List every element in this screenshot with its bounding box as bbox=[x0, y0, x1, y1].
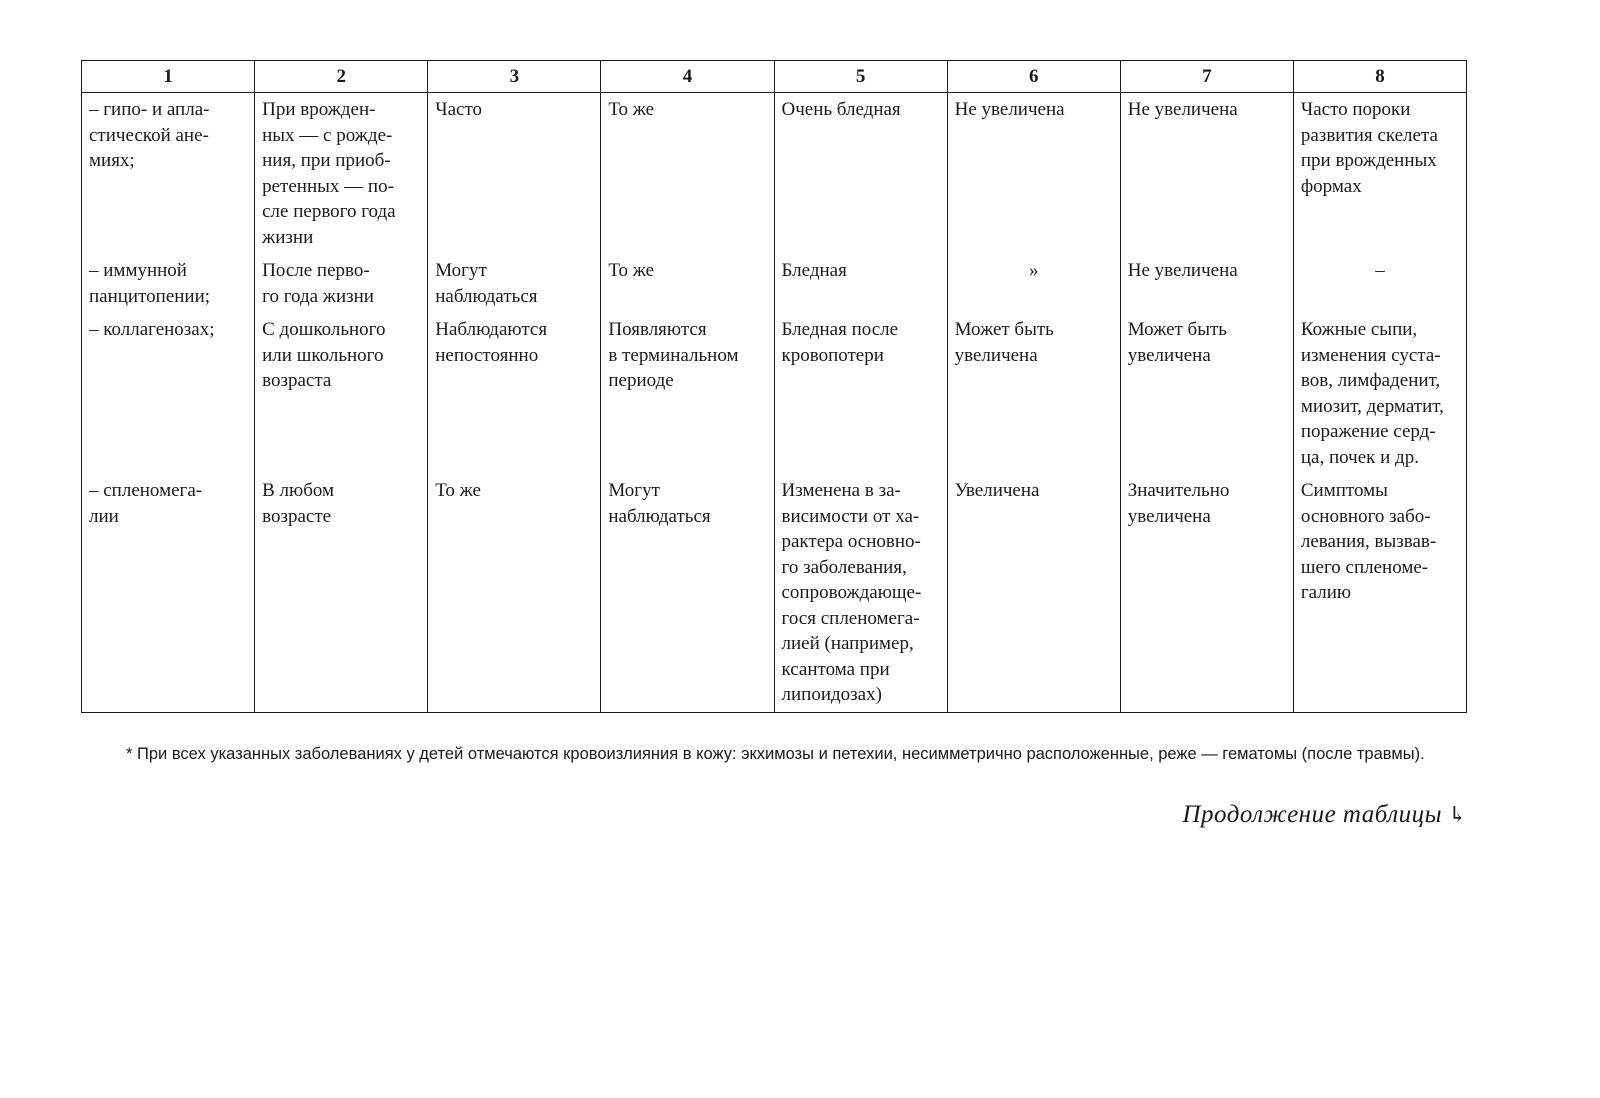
cell-text-line: развития скелета bbox=[1300, 124, 1438, 146]
cell-text-line: Не увеличена bbox=[1127, 260, 1238, 281]
cell-text-line: То же bbox=[608, 260, 655, 281]
header-row bbox=[82, 61, 1467, 93]
cell-text-line: наблюдаться bbox=[608, 505, 711, 527]
table-cell bbox=[774, 474, 947, 712]
cell-text-line: Могут bbox=[608, 480, 660, 501]
cell-text-line: при врожденных bbox=[1300, 150, 1437, 171]
table-header bbox=[82, 61, 1467, 93]
table-cell bbox=[1293, 474, 1466, 712]
table-row bbox=[82, 254, 1467, 313]
footnote: * При всех указанных заболеваниях у детей отмечаются кровоизлияния в кожу: экхимозы и петехии, несимметрично расположенные, реже — гематомы (после травмы). bbox=[126, 744, 1425, 763]
cell-text-line: ния, при приоб- bbox=[262, 150, 391, 171]
table-row bbox=[82, 474, 1467, 712]
cell-text-line: ретенных — по- bbox=[262, 175, 394, 197]
column-header-6: 6 bbox=[947, 61, 1120, 93]
column-header-4: 4 bbox=[601, 61, 774, 93]
cell-text-line: рактера основно- bbox=[781, 531, 921, 552]
table-cell bbox=[601, 313, 774, 474]
data-table bbox=[81, 60, 1467, 713]
cell-text-line: в терминальном bbox=[608, 344, 739, 366]
column-header-3: 3 bbox=[428, 61, 601, 93]
cell-text-line: Наблюдаются bbox=[435, 319, 548, 340]
table-cell bbox=[255, 93, 428, 255]
table-cell bbox=[82, 254, 255, 313]
cell-text-line: Изменена в за- bbox=[781, 480, 901, 501]
table-cell bbox=[601, 93, 774, 255]
cell-text-line: Может быть bbox=[954, 319, 1054, 340]
cell-text-line: То же bbox=[435, 480, 481, 501]
table-cell bbox=[428, 93, 601, 255]
cell-text-line: го заболевания, bbox=[781, 556, 907, 578]
cell-text-line: Не увеличена bbox=[1127, 99, 1238, 120]
cell-text-line: Появляются bbox=[608, 319, 707, 340]
continuation-label: Продолжение таблицы bbox=[1182, 801, 1443, 828]
table-cell bbox=[774, 313, 947, 474]
cell-text-line: Увеличена bbox=[954, 480, 1040, 501]
cell-text-line: То же bbox=[608, 99, 655, 120]
cell-text-line: возрасте bbox=[262, 505, 332, 527]
cell-text-line: изменения суста- bbox=[1300, 344, 1441, 366]
table-cell bbox=[601, 254, 774, 313]
cell-text-line: ца, почек и др. bbox=[1300, 446, 1419, 468]
cell-text-line: – коллагенозах; bbox=[89, 319, 215, 340]
cell-text-line: основного забо- bbox=[1300, 505, 1431, 527]
table-cell bbox=[774, 254, 947, 313]
cell-text-line: В любом bbox=[262, 480, 335, 501]
table-cell bbox=[428, 474, 601, 712]
table-cell bbox=[1293, 313, 1466, 474]
table-cell bbox=[1120, 313, 1293, 474]
cell-text-line: Симптомы bbox=[1300, 480, 1388, 501]
table-cell bbox=[428, 313, 601, 474]
cell-text-line: стической ане- bbox=[89, 124, 209, 146]
table-cell bbox=[255, 313, 428, 474]
table-cell bbox=[947, 313, 1120, 474]
cell-text-line: Могут bbox=[435, 260, 487, 281]
cell-text-line: галию bbox=[1300, 582, 1352, 603]
table-cell bbox=[947, 254, 1120, 313]
table-cell bbox=[947, 93, 1120, 255]
cell-text-line: липоидозах) bbox=[781, 684, 882, 705]
cell-text-line: го года жизни bbox=[262, 285, 374, 307]
cell-text-line: поражение серд- bbox=[1300, 421, 1436, 442]
cell-text-line: – гипо- и апла- bbox=[89, 99, 210, 120]
table-cell bbox=[82, 474, 255, 712]
cell-text-line: сопровождающе- bbox=[781, 582, 922, 603]
cell-text-line: Очень бледная bbox=[781, 99, 901, 120]
cell-text-line: кровопотери bbox=[781, 344, 884, 366]
cell-text-line: лии bbox=[89, 505, 119, 527]
column-header-5: 5 bbox=[774, 61, 947, 93]
cell-text-line: гося спленомега- bbox=[781, 607, 920, 629]
column-header-1: 1 bbox=[82, 61, 255, 93]
cell-text-line: ксантома при bbox=[781, 658, 890, 680]
cell-text-line: Бледная bbox=[781, 260, 847, 281]
table-cell bbox=[1293, 93, 1466, 255]
cell-text-line: ных — с рожде- bbox=[262, 124, 393, 146]
arrow-down-right-icon: ↳ bbox=[1448, 802, 1467, 827]
table-row bbox=[82, 93, 1467, 255]
cell-text-line: увеличена bbox=[1127, 344, 1211, 366]
cell-text-line: С дошкольного bbox=[262, 319, 386, 340]
cell-text-line: висимости от ха- bbox=[781, 505, 920, 527]
table-cell bbox=[947, 474, 1120, 712]
cell-text-line: шего спленоме- bbox=[1300, 556, 1429, 578]
column-header-2: 2 bbox=[255, 61, 428, 93]
column-header-7: 7 bbox=[1120, 61, 1293, 93]
cell-text-line: жизни bbox=[262, 226, 314, 248]
cell-text-line: увеличена bbox=[1127, 505, 1211, 527]
cell-text-line: непостоянно bbox=[435, 344, 539, 366]
cell-text-line: периоде bbox=[608, 370, 674, 391]
cell-text-line: Не увеличена bbox=[954, 99, 1065, 120]
table-cell bbox=[774, 93, 947, 255]
cell-text-line: Часто пороки bbox=[1300, 99, 1411, 120]
cell-text-line: Бледная после bbox=[781, 319, 899, 340]
table-row bbox=[82, 313, 1467, 474]
table-cell bbox=[82, 93, 255, 255]
cell-text-line: миях; bbox=[89, 150, 135, 171]
cell-text-line: Может быть bbox=[1127, 319, 1227, 340]
cell-text-line: левания, вызвав- bbox=[1300, 531, 1437, 552]
cell-text-line: лией (например, bbox=[781, 633, 914, 654]
table-continuation-note bbox=[1183, 801, 1468, 829]
cell-text-line: наблюдаться bbox=[435, 285, 538, 307]
table-body bbox=[82, 93, 1467, 713]
cell-text-line: или школьного bbox=[262, 344, 384, 366]
cell-text-line: – bbox=[1375, 260, 1385, 281]
cell-text-line: формах bbox=[1300, 175, 1362, 197]
cell-text-line: сле первого года bbox=[262, 201, 396, 222]
cell-text-line: После перво- bbox=[262, 260, 370, 281]
cell-text-line: Часто bbox=[435, 99, 483, 120]
cell-text-line: панцитопении; bbox=[89, 285, 211, 307]
cell-text-line: возраста bbox=[262, 370, 332, 391]
cell-text-line: Значительно bbox=[1127, 480, 1230, 501]
table-cell bbox=[1120, 474, 1293, 712]
table-cell bbox=[255, 474, 428, 712]
cell-text-line: – иммунной bbox=[89, 260, 187, 281]
table-cell bbox=[1120, 93, 1293, 255]
table-cell bbox=[1120, 254, 1293, 313]
cell-text-line: При врожден- bbox=[262, 99, 376, 120]
cell-text-line: – спленомега- bbox=[89, 480, 203, 501]
column-header-8: 8 bbox=[1293, 61, 1466, 93]
table-container bbox=[81, 60, 1467, 713]
cell-text-line: вов, лимфаденит, bbox=[1300, 370, 1441, 391]
cell-text-line: увеличена bbox=[954, 344, 1038, 366]
cell-text-line: миозит, дерматит, bbox=[1300, 395, 1444, 417]
cell-text-line: Кожные сыпи, bbox=[1300, 319, 1418, 340]
table-cell bbox=[82, 313, 255, 474]
table-cell bbox=[1293, 254, 1466, 313]
cell-text-line: » bbox=[1028, 260, 1039, 281]
table-cell bbox=[255, 254, 428, 313]
table-cell bbox=[601, 474, 774, 712]
table-cell bbox=[428, 254, 601, 313]
